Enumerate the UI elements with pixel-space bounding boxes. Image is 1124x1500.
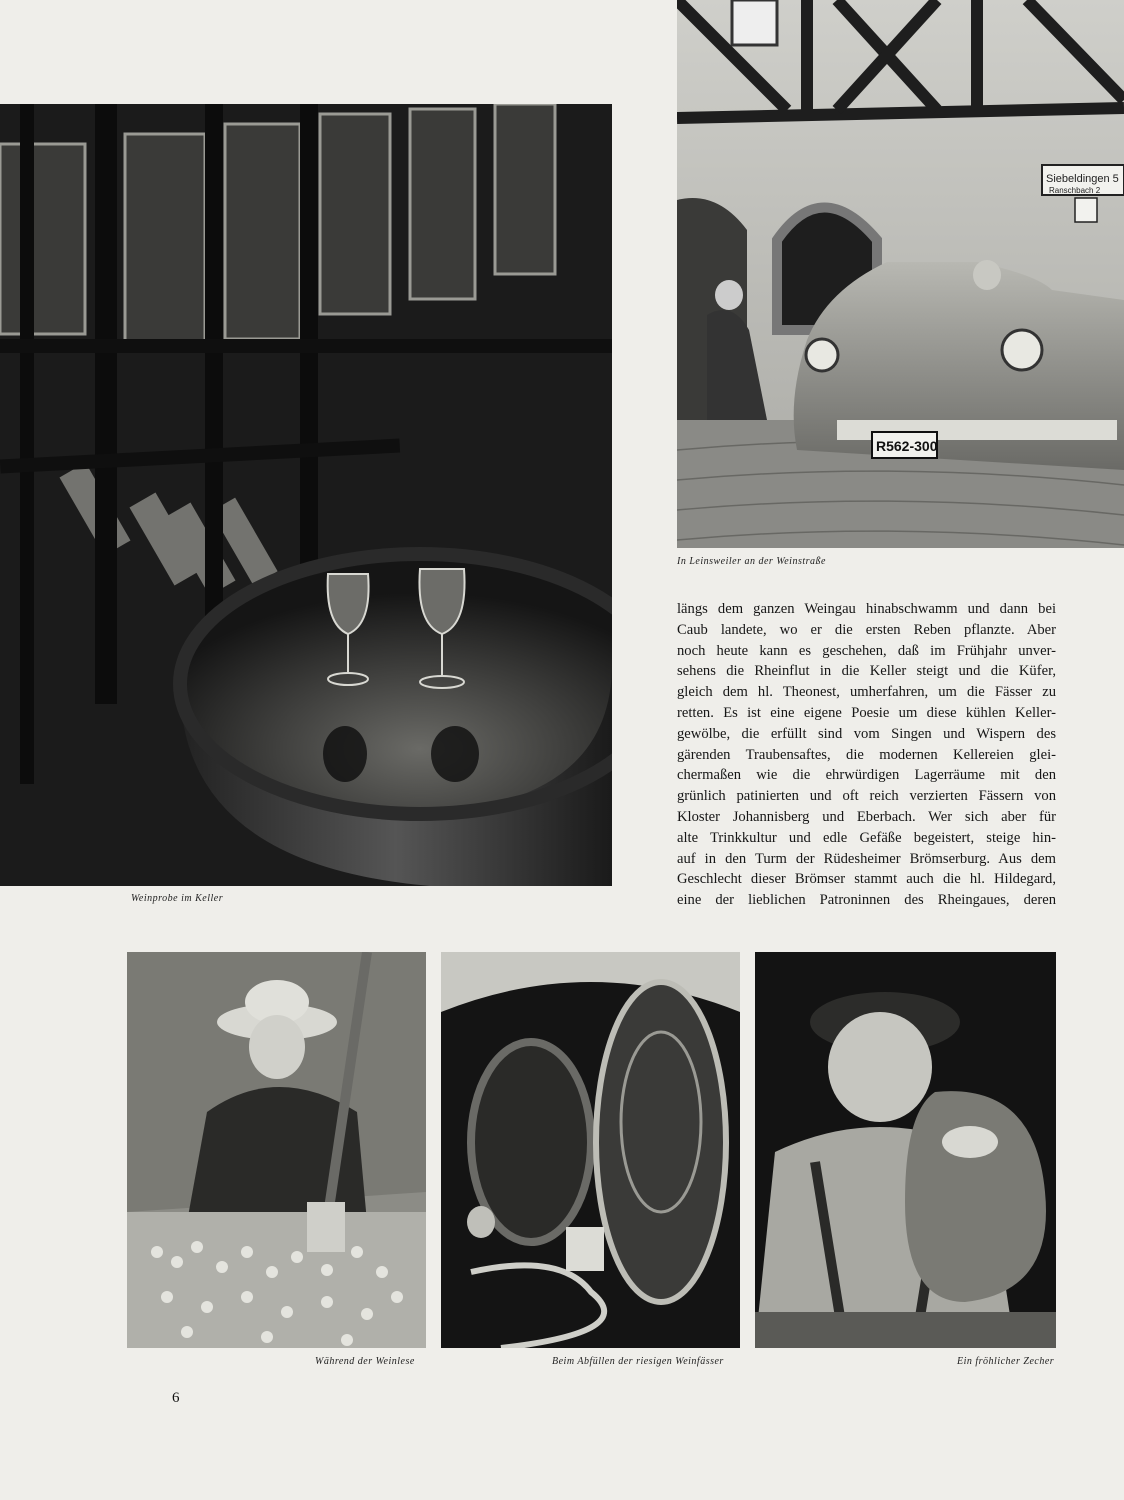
article-line: gleich dem hl. Theonest, umherfahren, um die Fässer zu xyxy=(677,684,1056,701)
barrels-photo xyxy=(441,952,740,1348)
article-line: gewölbe, die erfüllt sind vom Singen und Wispern des xyxy=(677,725,1056,742)
cellar-caption: Weinprobe im Keller xyxy=(131,893,224,904)
cellar-photo xyxy=(0,104,612,886)
article-line: noch heute kann es geschehen, daß im Frühjahr unver- xyxy=(677,642,1056,659)
article-line: Kloster Johannisberg und Eberbach. Wer sich aber für xyxy=(677,808,1056,825)
drinker-photo xyxy=(755,952,1056,1348)
article-line: grünlich patinierten und oft reich verzierten Fässern von xyxy=(677,788,1056,805)
article-line: alte Trinkkultur und edle Gefäße begeistert, steige hin- xyxy=(677,829,1056,846)
article-line: retten. Es ist eine eigene Poesie um diese kühlen Keller- xyxy=(677,704,1056,721)
article-line: eine der lieblichen Patroninnen des Rheingaues, deren xyxy=(677,892,1056,909)
street-caption: In Leinsweiler an der Weinstraße xyxy=(677,556,826,567)
article-line: sehens die Rheinflut in die Keller steigt und die Küfer, xyxy=(677,663,1056,680)
page-number: 6 xyxy=(172,1390,180,1406)
article-line: auf in den Turm der Rüdesheimer Brömserburg. Aus dem xyxy=(677,850,1056,867)
barrels-caption: Beim Abfüllen der riesigen Weinfässer xyxy=(552,1356,724,1367)
license-plate: R562-300 xyxy=(876,438,938,454)
article-line: gärenden Traubensaftes, die modernen Kellereien glei- xyxy=(677,746,1056,763)
drinker-caption: Ein fröhlicher Zecher xyxy=(957,1356,1055,1367)
sign-line-1: Siebeldingen 5 xyxy=(1046,173,1119,185)
street-photo xyxy=(677,0,1124,548)
article-line: Caub landete, wo er die ersten Reben pflanzte. Aber xyxy=(677,621,1056,638)
sign-line-2: Ranschbach 2 xyxy=(1049,186,1101,195)
article-line: längs dem ganzen Weingau hinabschwamm und dann bei xyxy=(677,601,1056,617)
article-line: chermaßen wie die ehrwürdigen Lagerräume mit den xyxy=(677,767,1056,784)
article-line: Geschlecht dieser Brömser stammt auch die hl. Hildegard, xyxy=(677,871,1056,888)
harvest-photo xyxy=(127,952,426,1348)
harvest-caption: Während der Weinlese xyxy=(315,1356,415,1367)
article-text xyxy=(677,599,1056,911)
